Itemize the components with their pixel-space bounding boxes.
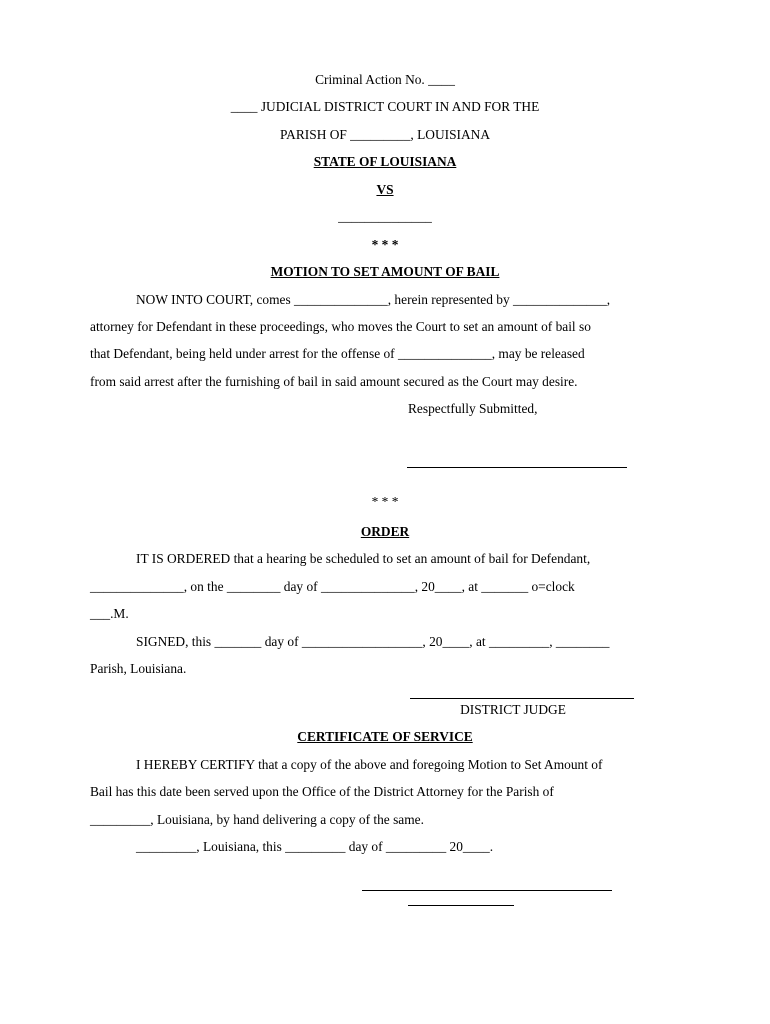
order-line-3: ___.M. bbox=[90, 606, 129, 621]
order-line-1: IT IS ORDERED that a hearing be scheduled to set an amount of bail for Defendant, bbox=[136, 551, 591, 566]
order-line-2: ______________, on the ________ day of ______________, 20____, at _______ o=clock bbox=[90, 579, 575, 594]
certificate-title: CERTIFICATE OF SERVICE bbox=[297, 729, 473, 744]
signed-line: SIGNED, this _______ day of __________________, 20____, at _________, ________ bbox=[136, 634, 610, 649]
criminal-action-number: Criminal Action No. ____ bbox=[315, 72, 455, 87]
caption-separator: * * * bbox=[371, 237, 399, 252]
attorney-signature-line bbox=[407, 467, 627, 468]
defendant-name-blank: ______________ bbox=[338, 209, 432, 224]
versus-heading: VS bbox=[376, 182, 394, 197]
certificate-line-2: Bail has this date been served upon the Office of the District Attorney for the Parish of bbox=[90, 784, 554, 799]
motion-separator: * * * bbox=[371, 494, 399, 509]
certificate-date-line: _________, Louisiana, this _________ day of _________ 20____. bbox=[136, 839, 494, 854]
judge-signature-line bbox=[410, 698, 634, 699]
motion-title: MOTION TO SET AMOUNT OF BAIL bbox=[270, 264, 500, 279]
order-title: ORDER bbox=[360, 524, 410, 539]
parish-line: PARISH OF _________, LOUISIANA bbox=[279, 127, 491, 142]
certificate-line-3: _________, Louisiana, by hand delivering a copy of the same. bbox=[90, 812, 424, 827]
certificate-line-1: I HEREBY CERTIFY that a copy of the above and foregoing Motion to Set Amount of bbox=[136, 757, 603, 772]
certificate-signature-line bbox=[362, 890, 612, 891]
motion-line-2: attorney for Defendant in these proceedings, who moves the Court to set an amount of bail so bbox=[90, 319, 591, 334]
respectfully-submitted: Respectfully Submitted, bbox=[408, 401, 538, 416]
motion-line-4: from said arrest after the furnishing of bail in said amount secured as the Court may desire. bbox=[90, 374, 578, 389]
motion-line-1: NOW INTO COURT, comes ______________, herein represented by ______________, bbox=[136, 292, 611, 307]
state-of-louisiana-heading: STATE OF LOUISIANA bbox=[313, 154, 457, 169]
parish-louisiana-line: Parish, Louisiana. bbox=[90, 661, 187, 676]
certificate-name-line bbox=[408, 905, 514, 906]
motion-line-3: that Defendant, being held under arrest for the offense of ______________, may be released bbox=[90, 346, 585, 361]
district-judge-title: DISTRICT JUDGE bbox=[460, 702, 566, 717]
court-line: ____ JUDICIAL DISTRICT COURT IN AND FOR THE bbox=[230, 99, 540, 114]
